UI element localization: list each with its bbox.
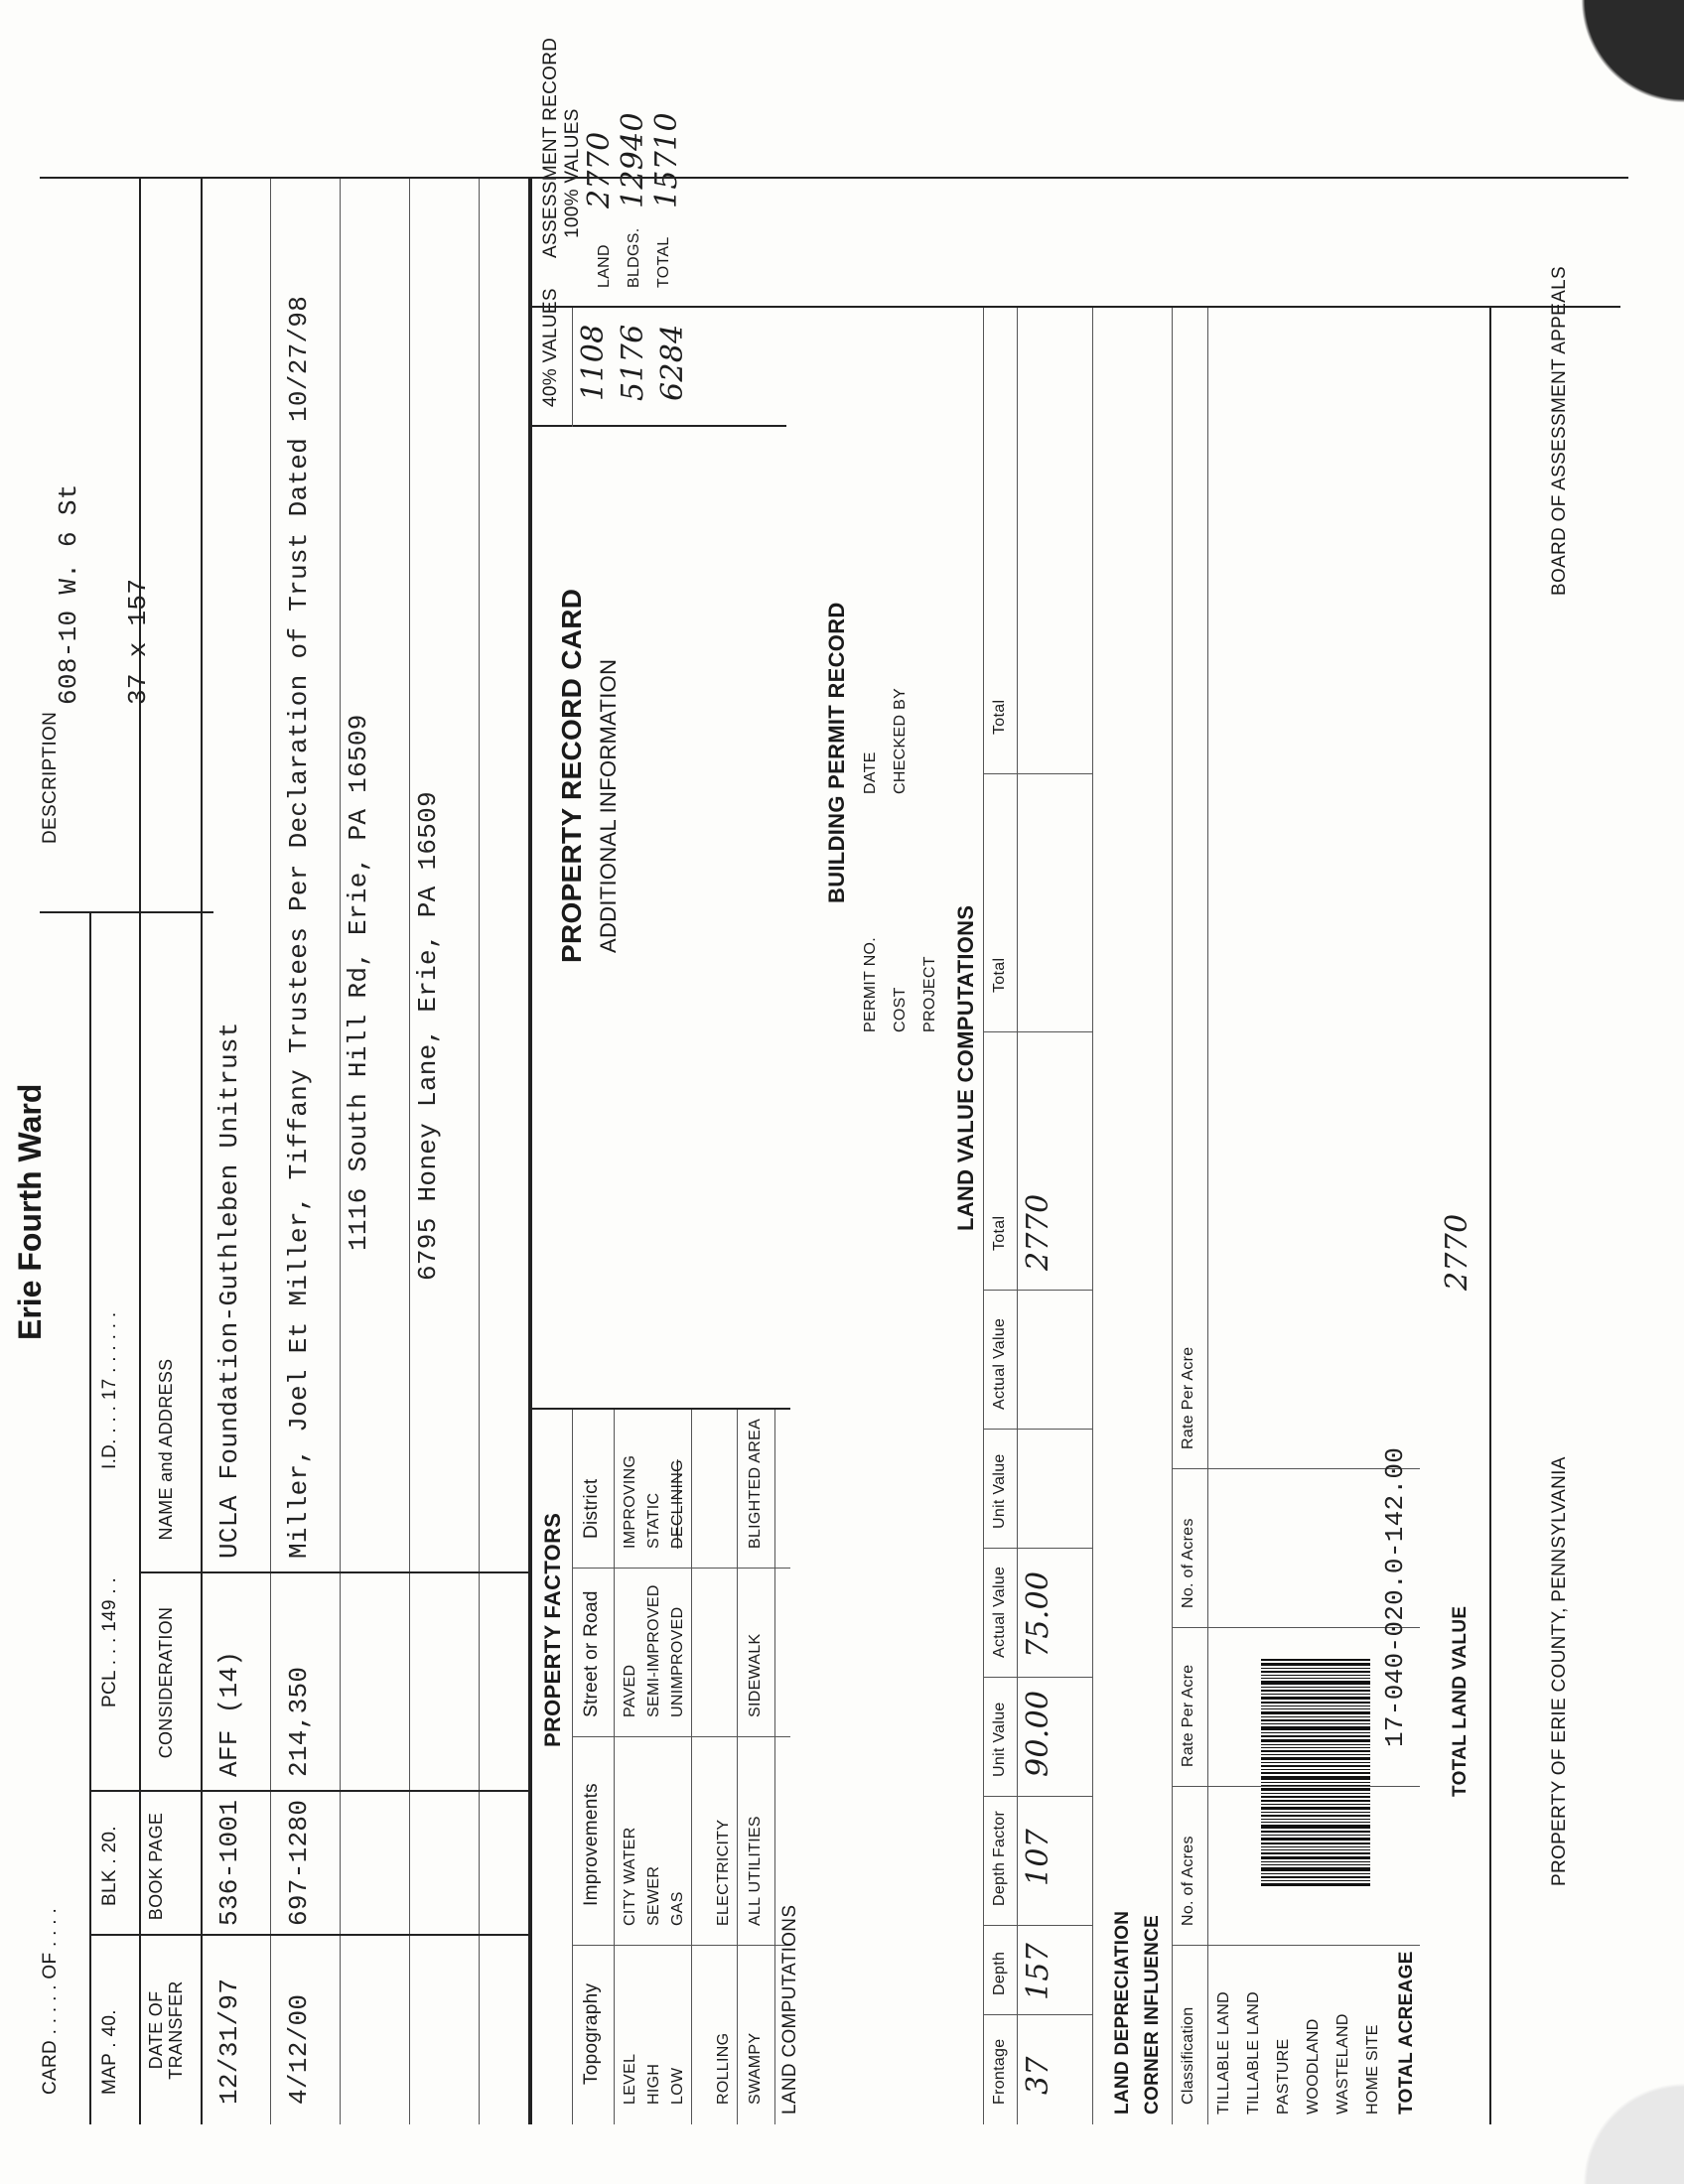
barcode-bar [1261, 1873, 1370, 1874]
total-acreage: TOTAL ACREAGE [1396, 1951, 1417, 2115]
rule [409, 179, 410, 2124]
rule [1207, 308, 1208, 2124]
barcode-bar [1261, 1861, 1370, 1862]
card-field: CARD . . . . . OF . . . . [40, 1907, 61, 2095]
barcode-bar [1261, 1876, 1370, 1878]
rule [572, 1568, 790, 1569]
rule [983, 1031, 1092, 1032]
building-permit-title: BUILDING PERMIT RECORD [824, 602, 849, 903]
class-wasteland: WASTELAND [1334, 2013, 1351, 2115]
barcode-bar [1261, 1702, 1370, 1704]
barcode-bar [1261, 1747, 1370, 1748]
dimensions-value: 37 x 157 [123, 578, 153, 705]
values40-land: 1108 [576, 324, 611, 401]
rule [983, 1925, 1092, 1926]
assess-total: TOTAL [655, 236, 672, 288]
rule [737, 1410, 738, 2124]
transfer-2-address: 1116 South Hill Rd, Erie, PA 16509 [344, 714, 373, 1251]
barcode-bar [1261, 1838, 1370, 1841]
permit-no: PERMIT NO. [862, 936, 879, 1032]
lv-col-depth-factor: Depth Factor [991, 1810, 1008, 1906]
district-improving: IMPROVING [622, 1454, 638, 1549]
extra-address: 6795 Honey Lane, Erie, PA 16509 [413, 791, 443, 1281]
total-land-value-label: TOTAL LAND VALUE [1450, 1605, 1471, 1797]
dep-col-rate-2: Rate Per Acre [1180, 1346, 1196, 1449]
barcode-bar [1261, 1744, 1370, 1745]
barcode-bar [1261, 1750, 1370, 1752]
imp-all-utilities: ALL UTILITIES [747, 1816, 764, 1926]
rule [89, 1934, 528, 1936]
topo-rolling: ROLLING [715, 2032, 732, 2105]
rule [528, 1408, 790, 1410]
barcode-bar [1261, 1711, 1370, 1714]
barcode-bar [1261, 1864, 1370, 1865]
district-static: STATIC [645, 1492, 662, 1549]
barcode-bar [1261, 1769, 1370, 1770]
rule [572, 308, 573, 427]
barcode-bar [1261, 1849, 1370, 1850]
lv-unit-value: 90.00 [1021, 1690, 1055, 1777]
dep-col-acres: No. of Acres [1180, 1836, 1196, 1926]
rule [1017, 308, 1018, 2124]
description-label: DESCRIPTION [40, 711, 61, 844]
rule [572, 1410, 573, 2124]
values40-total: 6284 [655, 324, 690, 401]
corner-influence: CORNER INFLUENCE [1142, 1914, 1163, 2115]
barcode-bar [1261, 1719, 1370, 1721]
assess-land-value: 2770 [582, 131, 617, 208]
permit-cost: COST [892, 987, 909, 1032]
class-tillable-2: TILLABLE LAND [1245, 1991, 1262, 2115]
barcode-bar [1261, 1723, 1370, 1724]
record-card-title: PROPERTY RECORD CARD [556, 588, 587, 963]
rule [40, 911, 213, 913]
barcode-bar [1261, 1800, 1370, 1802]
factor-col-improvements: Improvements [581, 1783, 602, 1906]
assessment-subtitle: 100% VALUES [562, 108, 583, 238]
lv-frontage: 37 [1021, 2056, 1055, 2095]
lv-col-unit-value-2: Unit Value [991, 1453, 1008, 1529]
assess-total-value: 15710 [649, 112, 684, 208]
rule [983, 1677, 1092, 1678]
class-home-site: HOME SITE [1364, 2024, 1381, 2115]
transfer-1-consideration: AFF (14) [214, 1650, 244, 1777]
factor-col-district: District [581, 1478, 602, 1539]
property-record-card [12, 37, 1648, 2124]
lv-col-unit-value: Unit Value [991, 1702, 1008, 1777]
barcode-bar [1261, 1867, 1370, 1871]
lv-col-frontage: Frontage [991, 2038, 1008, 2105]
transfer-2-book: 697-1280 [284, 1799, 314, 1926]
transfer-2-name: Miller, Joel Et Miller, Tiffany Trustees Per Declaration of Trust Dated 10/27/98 [284, 295, 314, 1559]
street-semi: SEMI-IMPROVED [645, 1584, 662, 1717]
rule [983, 1548, 1092, 1549]
col-name-address: NAME and ADDRESS [156, 1358, 176, 1541]
land-depreciation: LAND DEPRECIATION [1112, 1910, 1133, 2115]
barcode-bar [1261, 1675, 1370, 1676]
barcode-bar [1261, 1762, 1370, 1763]
rule [983, 2014, 1092, 2015]
barcode-bar [1261, 1852, 1370, 1854]
rule [139, 179, 141, 2124]
lv-col-actual-value: Actual Value [991, 1566, 1008, 1658]
rule [1092, 308, 1093, 2124]
rule [528, 179, 532, 2124]
barcode-bar [1261, 1739, 1370, 1742]
barcode-bar [1261, 1804, 1370, 1805]
barcode-bar [1261, 1765, 1370, 1767]
barcode-bar [1261, 1708, 1370, 1709]
rule [1172, 308, 1173, 2124]
rule [572, 1945, 790, 1946]
land-computations-label: LAND COMPUTATIONS [779, 1904, 800, 2115]
topo-level: LEVEL [622, 2053, 638, 2105]
col-date-transfer: DATE OF TRANSFER [146, 1980, 186, 2080]
barcode-bar [1261, 1668, 1370, 1669]
district-declining: DECLINING [669, 1459, 686, 1549]
permit-checked-by: CHECKED BY [892, 687, 909, 794]
dep-col-classification: Classification [1180, 2006, 1196, 2105]
rule [983, 1290, 1092, 1291]
transfer-2-date: 4/12/00 [284, 1993, 314, 2105]
id-field: I.D. . . . 17 . . . . . . [99, 1311, 120, 1469]
permit-date: DATE [862, 751, 879, 794]
total-land-value: 2770 [1440, 1213, 1474, 1291]
barcode-bar [1261, 1663, 1370, 1666]
barcode-bar [1261, 1815, 1370, 1817]
barcode-bar [1261, 1716, 1370, 1717]
lv-depth: 157 [1021, 1942, 1055, 2000]
barcode-bar [1261, 1671, 1370, 1673]
values40-label: 40% VALUES [540, 288, 561, 407]
topo-swampy: SWAMPY [747, 2032, 764, 2105]
map-field: MAP . 40. [99, 2009, 120, 2095]
street-paved: PAVED [622, 1664, 638, 1717]
barcode-bar [1261, 1819, 1370, 1820]
barcode-bar [1261, 1690, 1370, 1692]
imp-electricity: ELECTRICITY [715, 1819, 732, 1926]
barcode-bar [1261, 1782, 1370, 1783]
lv-actual-value: 75.00 [1021, 1570, 1055, 1658]
barcode-bar [1261, 1825, 1370, 1829]
land-value-title: LAND VALUE COMPUTATIONS [953, 904, 978, 1231]
property-factors-title: PROPERTY FACTORS [540, 1512, 565, 1747]
rule [40, 177, 1628, 179]
barcode-bar [1261, 1831, 1370, 1833]
rule [201, 179, 203, 2124]
transfer-1-name: UCLA Foundation-Guthleben Unitrust [214, 1022, 244, 1559]
rule [479, 179, 480, 2124]
rule [691, 1410, 692, 2124]
barcode-bar [1261, 1843, 1370, 1844]
barcode-bar [1261, 1681, 1370, 1685]
description-value: 608-10 W. 6 St [54, 483, 83, 705]
footer-right: BOARD OF ASSESSMENT APPEALS [1549, 266, 1570, 596]
barcode-bar [1261, 1788, 1370, 1791]
imp-gas: GAS [669, 1891, 686, 1926]
permit-project: PROJECT [921, 956, 938, 1032]
transfer-2-consideration: 214,350 [284, 1666, 314, 1777]
rule [139, 1571, 528, 1573]
barcode-bar [1261, 1796, 1370, 1798]
lv-col-actual-value-2: Actual Value [991, 1317, 1008, 1410]
topo-high: HIGH [645, 2063, 662, 2105]
assess-land: LAND [596, 244, 613, 288]
rule [983, 1429, 1092, 1430]
barcode-bar [1261, 1732, 1370, 1733]
lv-col-total-3: Total [991, 699, 1008, 735]
class-pasture: PASTURE [1275, 2038, 1292, 2115]
barcode-bar [1261, 1659, 1370, 1661]
rule [270, 179, 271, 2124]
rule [528, 306, 1620, 308]
blk-field: BLK . 20. [99, 1826, 120, 1906]
barcode-bar [1261, 1697, 1370, 1700]
dep-col-acres-2: No. of Acres [1180, 1518, 1196, 1608]
ward-title: Erie Fourth Ward [12, 1083, 48, 1340]
assessment-title: ASSESSMENT RECORD [540, 37, 561, 258]
rule [340, 179, 341, 2124]
dep-col-rate: Rate Per Acre [1180, 1664, 1196, 1767]
lv-total: 2770 [1021, 1193, 1055, 1271]
street-unimproved: UNIMPROVED [669, 1606, 686, 1717]
barcode-bar [1261, 1785, 1370, 1786]
transfer-1-book: 536-1001 [214, 1799, 244, 1926]
imp-sewer: SEWER [645, 1865, 662, 1926]
barcode-bar [1261, 1735, 1370, 1737]
barcode-bar [1261, 1807, 1370, 1810]
barcode-bar [1261, 1687, 1370, 1688]
imp-city-water: CITY WATER [622, 1827, 638, 1926]
rule [983, 773, 1092, 774]
rule [1489, 308, 1491, 2124]
rule [983, 1796, 1092, 1797]
class-woodland: WOODLAND [1305, 2018, 1322, 2115]
pcl-field: PCL . . . 149 . . [99, 1576, 120, 1707]
values40-bldgs: 5176 [616, 324, 650, 401]
class-tillable-1: TILLABLE LAND [1215, 1991, 1232, 2115]
rule [1172, 1945, 1420, 1946]
barcode-bar [1261, 1883, 1370, 1886]
barcode-bar [1261, 1880, 1370, 1881]
barcode-bar [1261, 1856, 1370, 1859]
lv-depth-factor: 107 [1021, 1828, 1055, 1886]
col-book-page: BOOK PAGE [146, 1812, 166, 1921]
footer-left: PROPERTY OF ERIE COUNTY, PENNSYLVANIA [1549, 1456, 1570, 1886]
assess-bldgs-value: 12940 [616, 112, 650, 208]
assess-bldgs: BLDGS. [626, 227, 642, 288]
rule [614, 1410, 615, 2124]
topo-low: LOW [669, 2067, 686, 2105]
col-consideration: CONSIDERATION [156, 1606, 176, 1759]
street-sidewalk: SIDEWALK [747, 1633, 764, 1717]
district-blighted: BLIGHTED AREA [747, 1418, 764, 1549]
lv-col-depth: Depth [991, 1951, 1008, 1995]
rule [89, 913, 91, 2124]
barcode-bar [1261, 1812, 1370, 1813]
barcode-bar [1261, 1694, 1370, 1695]
barcode-bar [1261, 1822, 1370, 1823]
barcode-bar [1261, 1754, 1370, 1755]
barcode-bar [1261, 1772, 1370, 1774]
barcode-bar [1261, 1757, 1370, 1760]
barcode-bar [1261, 1835, 1370, 1836]
rule [528, 425, 786, 427]
additional-info-label: ADDITIONAL INFORMATION [596, 658, 621, 953]
rule [983, 308, 984, 2124]
factor-col-topography: Topography [581, 1982, 602, 2085]
lv-col-total-2: Total [991, 957, 1008, 993]
rule [89, 1790, 528, 1792]
barcode-bar [1261, 1846, 1370, 1847]
barcode-bar [1261, 1776, 1370, 1780]
lv-col-total-1: Total [991, 1215, 1008, 1251]
factor-col-street: Street or Road [581, 1590, 602, 1717]
parcel-barcode [1261, 1657, 1370, 1886]
barcode-bar [1261, 1678, 1370, 1679]
barcode-bar [1261, 1726, 1370, 1730]
barcode-number: 17-040-020.0-142.00 [1380, 1446, 1410, 1747]
barcode-bar [1261, 1793, 1370, 1794]
rule [572, 1736, 790, 1737]
transfer-1-date: 12/31/97 [214, 1978, 244, 2105]
rule [774, 1410, 775, 2124]
